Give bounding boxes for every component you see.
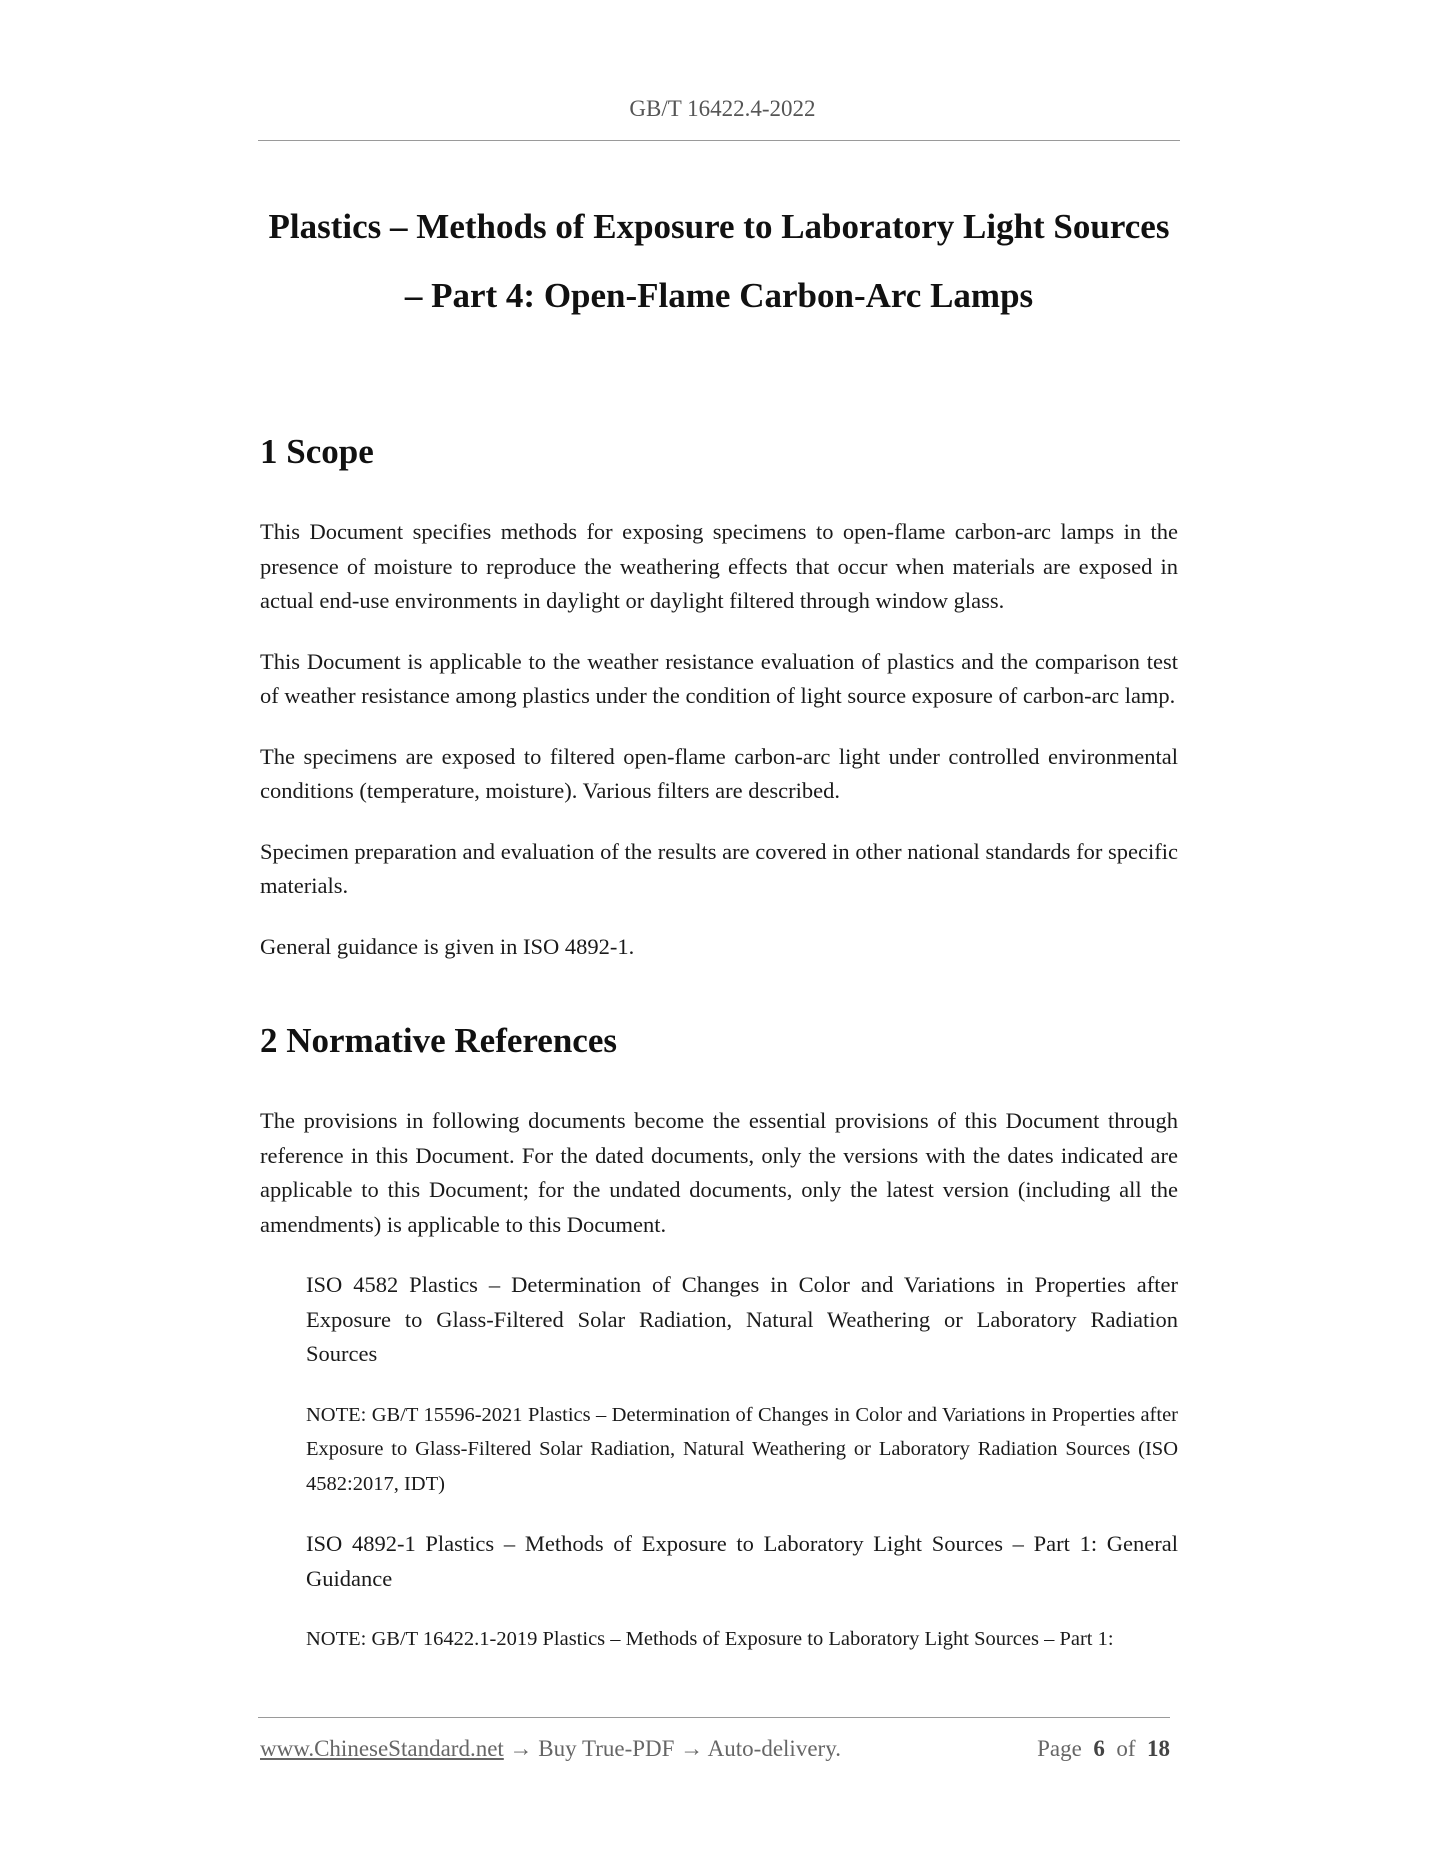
scope-paragraph: This Document specifies methods for exposing specimens to open-flame carbon-arc lamps in the presence of moisture to reproduce the weathering effects that occur when materials are exposed in actual end-use environments in daylight or daylight filtered through window glass. — [260, 519, 1178, 613]
footer-step-buy: Buy True-PDF — [538, 1736, 675, 1761]
title-line-1: Plastics – Methods of Exposure to Laboratory Light Sources — [268, 207, 1170, 246]
section-heading-normative-references: 2 Normative References — [260, 1021, 617, 1060]
title-line-2: – Part 4: Open-Flame Carbon-Arc Lamps — [404, 276, 1034, 315]
section-heading-scope: 1 Scope — [260, 432, 374, 471]
page-number — [1037, 1736, 1170, 1762]
reference-note: NOTE: GB/T 15596-2021 Plastics – Determination of Changes in Color and Variations in Properties after Exposure to Glass-Filtered Solar Radiation, Natural Weathering or Laboratory Radiation Sources (ISO 4582:2017, IDT) — [306, 1403, 1178, 1495]
of-label: of — [1116, 1736, 1136, 1761]
normative-intro-paragraph: The provisions in following documents become the essential provisions of this Document through reference in this Document. For the dated documents, only the versions with the dates indicated are applicable to this Document; for the undated documents, only the latest version (including all the amendments) is applicable to this Document. — [260, 1108, 1178, 1237]
website-link[interactable]: www.ChineseStandard.net — [260, 1736, 504, 1761]
footer-promo — [260, 1736, 841, 1762]
document-body — [260, 430, 1178, 1683]
page-label: Page — [1037, 1736, 1082, 1761]
reference-iso-4582: ISO 4582 Plastics – Determination of Changes in Color and Variations in Properties after Exposure to Glass-Filtered Solar Radiation, Natural Weathering or Laboratory Radiation Sources — [306, 1272, 1178, 1366]
current-page-number: 6 — [1093, 1736, 1105, 1761]
arrow-right-icon: → — [509, 1736, 533, 1761]
reference-note: NOTE: GB/T 16422.1-2019 Plastics – Methods of Exposure to Laboratory Light Sources – Part 1: — [306, 1628, 1114, 1650]
scope-paragraph: General guidance is given in ISO 4892-1. — [260, 933, 635, 959]
arrow-right-icon: → — [680, 1736, 704, 1761]
scope-paragraph: This Document is applicable to the weather resistance evaluation of plastics and the comparison test of weather resistance among plastics under the condition of light source exposure of carbon-arc lamp. — [260, 648, 1178, 708]
footer-step-delivery: Auto-delivery. — [707, 1736, 841, 1761]
document-title — [258, 192, 1180, 330]
footer-divider — [258, 1717, 1170, 1718]
total-pages-number: 18 — [1147, 1736, 1170, 1761]
reference-iso-4892-1: ISO 4892-1 Plastics – Methods of Exposure to Laboratory Light Sources – Part 1: General Guidance — [306, 1531, 1178, 1591]
document-code-header: GB/T 16422.4-2022 — [629, 96, 816, 121]
header-divider — [258, 140, 1180, 141]
scope-paragraph: Specimen preparation and evaluation of the results are covered in other national standards for specific materials. — [260, 838, 1178, 898]
scope-paragraph: The specimens are exposed to filtered open-flame carbon-arc light under controlled environmental conditions (temperature, moisture). Various filters are described. — [260, 743, 1178, 803]
